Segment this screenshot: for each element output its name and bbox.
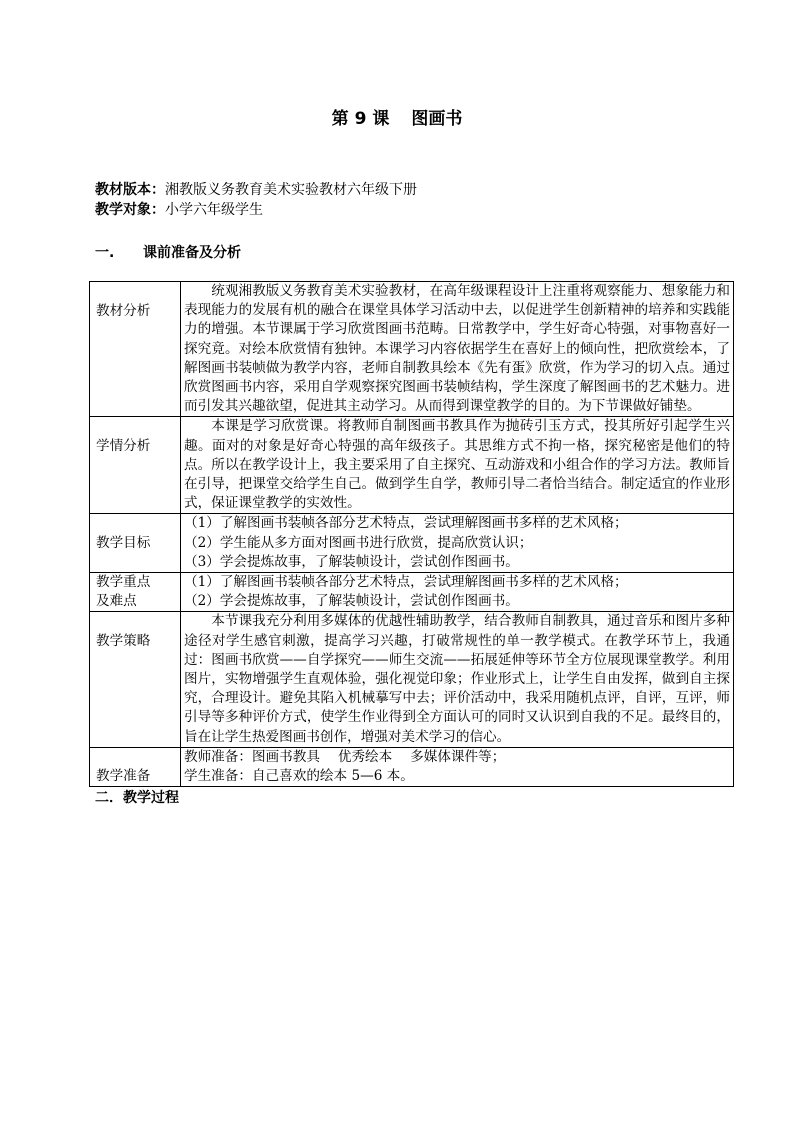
goal-item: （1）了解图画书装帧各部分艺术特点，尝试理解图画书多样的艺术风格；: [184, 515, 628, 532]
keypoints-label-line2: 及难点: [96, 593, 137, 610]
section-title: 课前准备及分析: [143, 245, 241, 261]
table-row-learner: [90, 417, 734, 514]
keypoints-label-line1: 教学重点: [96, 574, 151, 591]
lesson-title: [0, 104, 794, 129]
edition-value: 湘教版义务教育美术实验教材六年级下册: [165, 182, 417, 198]
section-number: 一.: [95, 245, 115, 261]
keypoint-item: （1）了解图画书装帧各部分艺术特点，尝试理解图画书多样的艺术风格；: [184, 574, 628, 591]
row-label-strategy: 教学策略: [90, 612, 181, 747]
lesson-number: 第 9 课: [331, 109, 390, 129]
lesson-name: 图画书: [411, 109, 463, 129]
goal-item: （3）学会提炼故事，了解装帧设计，尝试创作图画书。: [184, 553, 519, 570]
table-row-prep: [90, 747, 734, 786]
audience-line: [95, 200, 263, 220]
row-label-goals: 教学目标: [90, 514, 181, 573]
row-content-strategy: [181, 612, 734, 747]
preparation-table: [89, 281, 734, 787]
row-content-material: [181, 282, 734, 417]
row-content-keypoints: [181, 573, 734, 612]
strategy-text: 本节课我充分利用多媒体的优越性辅助教学，结合教师自制教具，通过音乐和图片多种途径对学生感官刺激，提高学习兴趣，打破常规性的单一教学模式。在教学环节上，我通过：图画书欣赏——自学探究——师生交流——拓展延伸等环节全方位展现课堂教学。利用图片，实物增强学生直观体验，强化视觉印象；作业形式上，让学生自由发挥，做到自主探究，合理设计。避免其陷入机械摹写中去；评价活动中，我采用随机点评，自评，互评，师引导等多种评价方式，使学生作业得到全方面认可的同时又认识到自我的不足。最终目的，旨在让学生热爱图画书创作，增强对美术学习的信心。: [184, 613, 730, 745]
table-row-keypoints: [90, 573, 734, 612]
audience-label: 教学对象：: [95, 202, 165, 218]
student-prep: 学生准备：自己喜欢的绘本 5—6 本。: [184, 768, 414, 785]
material-text: 统观湘教版义务教育美术实验教材，在高年级课程设计上注重将观察能力、想象能力和表现能力的发展有机的融合在课堂具体学习活动中去，以促进学生创新精神的培养和实践能力的增强。本节课属于学习欣赏图画书范畴。日常教学中，学生好奇心特强，对事物喜好一探究竟。对绘本欣赏情有独钟。本课学习内容依据学生在喜好上的倾向性，把欣赏绘本，了解图画书装帧做为教学内容，老师自制教具绘本《先有蛋》欣赏，作为学习的切入点。通过欣赏图画书内容，采用自学观察探究图画书装帧结构，学生深度了解图画书的艺术魅力。进而引发其兴趣欲望，促进其主动学习。从而得到课堂教学的目的。为下节课做好铺垫。: [184, 283, 730, 415]
row-label-material: 教材分析: [90, 282, 181, 417]
row-label-prep: 教学准备: [90, 747, 181, 786]
row-content-goals: [181, 514, 734, 573]
edition-label: 教材版本：: [95, 182, 165, 198]
row-content-prep: [181, 747, 734, 786]
row-label-learner: 学情分析: [90, 417, 181, 514]
table-row-strategy: [90, 612, 734, 747]
goal-item: （2）学生能从多方面对图画书进行欣赏，提高欣赏认识；: [184, 534, 533, 551]
row-label-keypoints: [90, 573, 181, 612]
teacher-prep: 教师准备：图画书教具 优秀绘本 多媒体课件等；: [184, 748, 506, 765]
learner-text: 本课是学习欣赏课。将教师自制图画书教具作为抛砖引玉方式，投其所好引起学生兴趣。面对的对象是好奇心特强的高年级孩子。其思维方式不拘一格，探究秘密是他们的特点。所以在教学设计上，我主要采用了自主探究、互动游戏和小组合作的学习方法。教师旨在引导，把课堂交给学生自己。做到学生自学，教师引导二者恰当结合。制定适宜的作业形式，保证课堂教学的实效性。: [184, 418, 730, 512]
section-heading-2: 二．教学过程: [95, 790, 179, 806]
table-row-material: [90, 282, 734, 417]
table-row-goals: [90, 514, 734, 573]
audience-value: 小学六年级学生: [165, 202, 263, 218]
row-content-learner: [181, 417, 734, 514]
keypoint-item: （2）学会提炼故事，了解装帧设计，尝试创作图画书。: [184, 593, 519, 610]
edition-line: [95, 180, 417, 200]
section-heading-1: [95, 243, 241, 263]
